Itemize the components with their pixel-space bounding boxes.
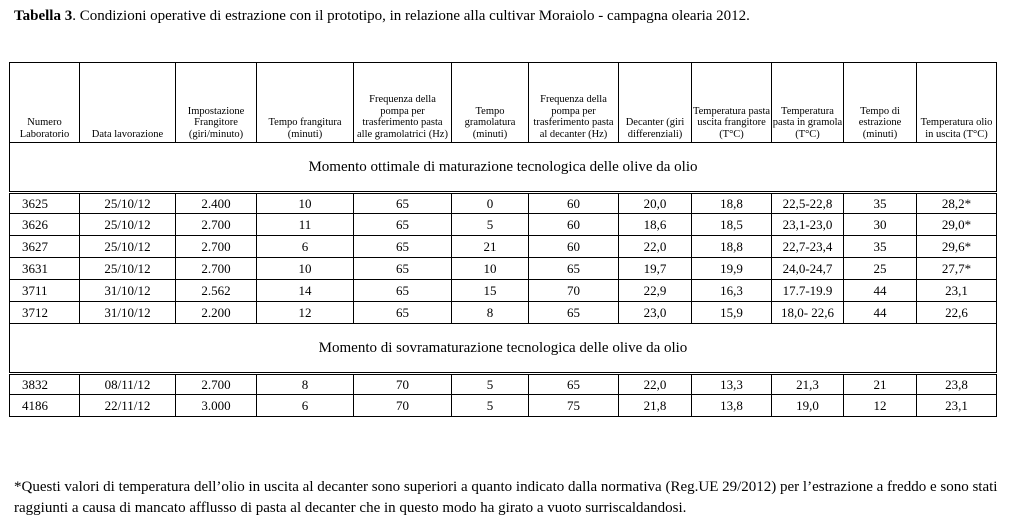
table-row: [10, 258, 997, 280]
table-cell: 65: [354, 236, 452, 258]
table-cell: 65: [354, 258, 452, 280]
header-cell: Impostazione Frangitore (giri/minuto): [176, 63, 257, 143]
table-cell: 2.200: [176, 302, 257, 324]
table-cell: 19,7: [619, 258, 692, 280]
table-cell: 12: [844, 395, 917, 417]
table-cell: 18,5: [692, 214, 772, 236]
table-cell: 12: [257, 302, 354, 324]
table-cell: 18,6: [619, 214, 692, 236]
table-cell: 15,9: [692, 302, 772, 324]
table-cell: 2.700: [176, 374, 257, 395]
table-cell: 60: [529, 214, 619, 236]
table-cell: 29,6*: [917, 236, 997, 258]
table-cell: 15: [452, 280, 529, 302]
table-cell: 19,0: [772, 395, 844, 417]
header-row: [10, 63, 997, 143]
table-cell: 65: [529, 374, 619, 395]
table-row: [10, 374, 997, 395]
table-cell: 29,0*: [917, 214, 997, 236]
table-cell: 21: [452, 236, 529, 258]
table-cell: 18,8: [692, 236, 772, 258]
section-header-row: [10, 143, 997, 193]
table-cell: 25/10/12: [80, 193, 176, 214]
table-cell: 23,1: [917, 395, 997, 417]
table-cell: 28,2*: [917, 193, 997, 214]
header-cell: Tempo di estrazione (minuti): [844, 63, 917, 143]
table-row: [10, 302, 997, 324]
table-cell: 25/10/12: [80, 236, 176, 258]
table-cell: 65: [354, 214, 452, 236]
table-cell: 65: [529, 258, 619, 280]
table-cell: 25/10/12: [80, 258, 176, 280]
table-cell: 6: [257, 236, 354, 258]
table-cell: 25/10/12: [80, 214, 176, 236]
table-cell: 3626: [10, 214, 80, 236]
table-cell: 2.700: [176, 258, 257, 280]
header-cell: Data lavorazione: [80, 63, 176, 143]
table-cell: 3625: [10, 193, 80, 214]
table-cell: 60: [529, 236, 619, 258]
footnote: *Questi valori di temperatura dell’olio in uscita al decanter sono superiori a quanto indicato dalla normativa (Reg.UE 29/2012) per l’estrazione a freddo e sono stati raggiunti a causa di mancato afflusso di pasta al decanter che in questo modo ha girato a vuoto surriscaldandosi.: [14, 479, 998, 516]
table-cell: 16,3: [692, 280, 772, 302]
table-cell: 31/10/12: [80, 280, 176, 302]
table-row: [10, 236, 997, 258]
table-cell: 6: [257, 395, 354, 417]
table-cell: 70: [354, 374, 452, 395]
table-cell: 60: [529, 193, 619, 214]
table-cell: 70: [354, 395, 452, 417]
table-cell: 3832: [10, 374, 80, 395]
table-cell: 22,0: [619, 374, 692, 395]
table-cell: 27,7*: [917, 258, 997, 280]
caption-label: Tabella 3: [14, 8, 73, 24]
table-cell: 44: [844, 280, 917, 302]
table-cell: 13,3: [692, 374, 772, 395]
section-title: Momento di sovramaturazione tecnologica delle olive da olio: [10, 324, 997, 374]
table-cell: 8: [257, 374, 354, 395]
table-cell: 65: [354, 302, 452, 324]
table-cell: 35: [844, 236, 917, 258]
table-cell: 30: [844, 214, 917, 236]
table-cell: 3.000: [176, 395, 257, 417]
section-header-row: [10, 324, 997, 374]
table-cell: 5: [452, 214, 529, 236]
table-cell: 31/10/12: [80, 302, 176, 324]
table-cell: 22,9: [619, 280, 692, 302]
extraction-conditions-table: [9, 62, 997, 417]
table-cell: 14: [257, 280, 354, 302]
header-cell: Tempo gramolatura (minuti): [452, 63, 529, 143]
table-cell: 5: [452, 395, 529, 417]
header-cell: Tempo frangitura (minuti): [257, 63, 354, 143]
table-cell: 25: [844, 258, 917, 280]
table-cell: 2.700: [176, 236, 257, 258]
table-cell: 23,1: [917, 280, 997, 302]
table-cell: 22,0: [619, 236, 692, 258]
table-cell: 20,0: [619, 193, 692, 214]
table-cell: 44: [844, 302, 917, 324]
table-cell: 2.400: [176, 193, 257, 214]
table-cell: 5: [452, 374, 529, 395]
table-cell: 3631: [10, 258, 80, 280]
table-cell: 11: [257, 214, 354, 236]
table-cell: 70: [529, 280, 619, 302]
header-cell: Numero Laboratorio: [10, 63, 80, 143]
table-cell: 23,0: [619, 302, 692, 324]
table-cell: 2.562: [176, 280, 257, 302]
table-cell: 0: [452, 193, 529, 214]
table-cell: 18,0- 22,6: [772, 302, 844, 324]
header-cell: Temperatura pasta in gramola (T°C): [772, 63, 844, 143]
table-cell: 22,5-22,8: [772, 193, 844, 214]
table-cell: 10: [452, 258, 529, 280]
table-cell: 4186: [10, 395, 80, 417]
table-cell: 19,9: [692, 258, 772, 280]
table-cell: 13,8: [692, 395, 772, 417]
header-cell: Temperatura olio in uscita (T°C): [917, 63, 997, 143]
table-cell: 8: [452, 302, 529, 324]
header-cell: Decanter (giri differenziali): [619, 63, 692, 143]
table-cell: 65: [529, 302, 619, 324]
table-cell: 24,0-24,7: [772, 258, 844, 280]
header-cell: Temperatura pasta uscita frangitore (T°C): [692, 63, 772, 143]
table-row: [10, 280, 997, 302]
table-caption: [14, 8, 750, 25]
table-cell: 3711: [10, 280, 80, 302]
table-cell: 18,8: [692, 193, 772, 214]
table-cell: 65: [354, 193, 452, 214]
table-cell: 10: [257, 258, 354, 280]
table-cell: 23,1-23,0: [772, 214, 844, 236]
header-cell: Frequenza della pompa per trasferimento pasta al decanter (Hz): [529, 63, 619, 143]
table-cell: 3712: [10, 302, 80, 324]
table-cell: 17.7-19.9: [772, 280, 844, 302]
table-cell: 2.700: [176, 214, 257, 236]
table-row: [10, 395, 997, 417]
table-cell: 21,8: [619, 395, 692, 417]
table-row: [10, 193, 997, 214]
table-row: [10, 214, 997, 236]
caption-text: . Condizioni operative di estrazione con il prototipo, in relazione alla cultivar Moraiolo - campagna olearia 2012.: [72, 8, 750, 24]
table-cell: 75: [529, 395, 619, 417]
table-cell: 21: [844, 374, 917, 395]
table-cell: 10: [257, 193, 354, 214]
table-cell: 3627: [10, 236, 80, 258]
table-cell: 22,7-23,4: [772, 236, 844, 258]
section-title: Momento ottimale di maturazione tecnologica delle olive da olio: [10, 143, 997, 193]
table-cell: 22/11/12: [80, 395, 176, 417]
table-cell: 21,3: [772, 374, 844, 395]
header-cell: Frequenza della pompa per trasferimento pasta alle gramolatrici (Hz): [354, 63, 452, 143]
table-cell: 22,6: [917, 302, 997, 324]
table-cell: 23,8: [917, 374, 997, 395]
table-cell: 08/11/12: [80, 374, 176, 395]
table-cell: 35: [844, 193, 917, 214]
table-cell: 65: [354, 280, 452, 302]
